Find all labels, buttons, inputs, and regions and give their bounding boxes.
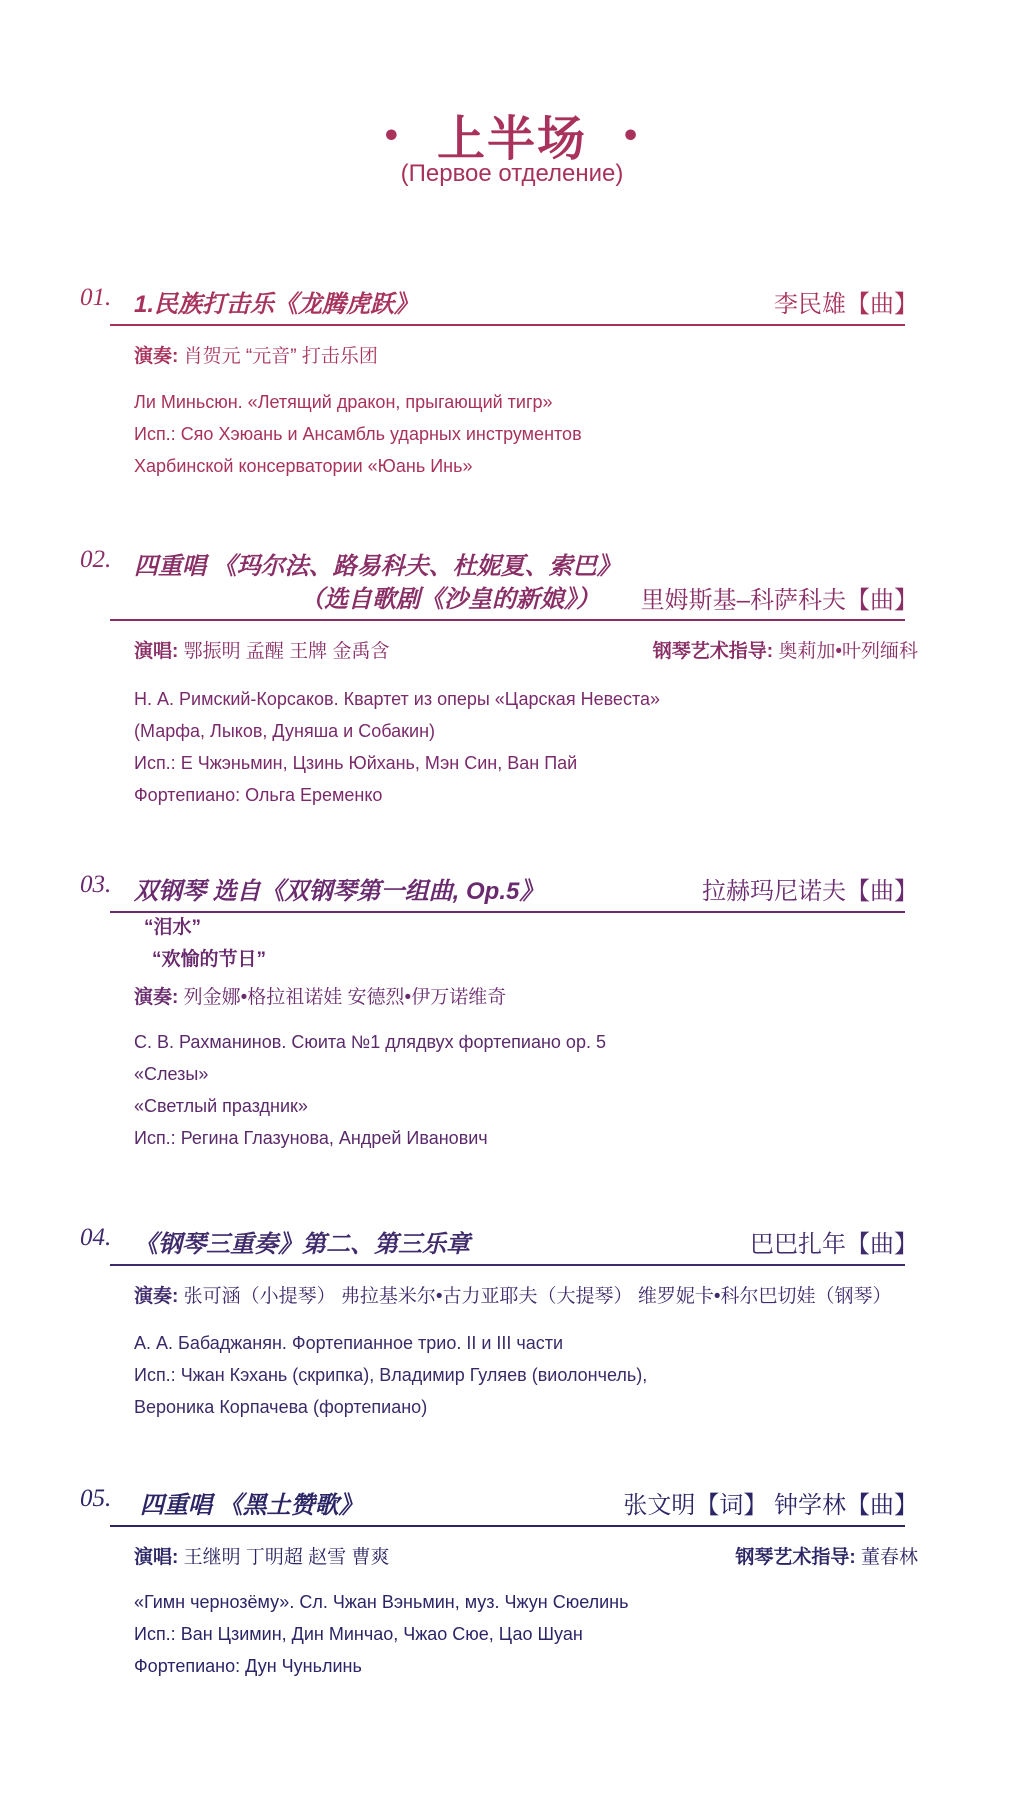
title-dot-right: • xyxy=(621,119,643,154)
item-russian-description xyxy=(134,683,660,811)
item-title-line-1: 四重唱 《玛尔法、路易科夫、杜妮夏、索巴》 xyxy=(134,553,621,580)
item-number: 04. xyxy=(80,1224,112,1251)
performers-names: 王继明 丁明超 赵雪 曹爽 xyxy=(183,1547,390,1568)
russian-line: Исп.: Е Чжэньмин, Цзинь Юйхань, Мэн Син, Ван Пай xyxy=(134,753,578,773)
item-composer: 张文明【词】 钟学林【曲】 xyxy=(623,1492,918,1519)
item-performers xyxy=(134,1542,389,1569)
piano-name: 奥莉加•叶列缅科 xyxy=(778,641,918,662)
russian-line: Фортепиано: Дун Чуньлинь xyxy=(134,1656,362,1676)
piano-label: 钢琴艺术指导: xyxy=(652,641,774,662)
performers-label: 演唱: xyxy=(134,641,179,662)
item-title: 1.民族打击乐《龙腾虎跃》 xyxy=(134,291,419,318)
item-title: 四重唱 《黑土赞歌》 xyxy=(140,1492,363,1519)
title-dot-left: • xyxy=(381,119,403,154)
item-composer: 里姆斯基–科萨科夫【曲】 xyxy=(640,587,918,614)
item-number: 01. xyxy=(80,284,112,311)
performers-names: 列金娜•格拉祖诺娃 安德烈•伊万诺维奇 xyxy=(183,987,507,1008)
subpiece-title: “欢愉的节日” xyxy=(152,949,267,970)
item-russian-description xyxy=(134,1026,606,1154)
performers-label: 演奏: xyxy=(134,1286,179,1307)
performers-names: 肖贺元 “元音” 打击乐团 xyxy=(183,346,378,367)
item-divider xyxy=(110,324,905,326)
item-performers xyxy=(134,1281,891,1308)
item-performers xyxy=(134,982,506,1009)
title-text: 上半场 xyxy=(436,111,587,167)
page-subtitle: (Первое отделение) xyxy=(400,160,624,187)
item-title: 《钢琴三重奏》第二、第三乐章 xyxy=(134,1231,470,1258)
item-piano-accompanist xyxy=(653,636,918,663)
performers-names: 张可涵（小提琴） 弗拉基米尔•古力亚耶夫（大提琴） 维罗妮卡•科尔巴切娃（钢琴） xyxy=(183,1286,892,1307)
russian-line: Ли Миньсюн. «Летящий дракон, прыгающий тигр» xyxy=(134,392,553,412)
item-performers xyxy=(134,341,378,368)
item-title: 双钢琴 选自《双钢琴第一组曲, Op.5》 xyxy=(134,878,544,905)
russian-line: «Гимн чернозёму». Сл. Чжан Вэньмин, муз. Чжун Сюелинь xyxy=(134,1592,629,1612)
piano-name: 董春林 xyxy=(860,1547,918,1568)
performers-label: 演奏: xyxy=(134,987,179,1008)
subpiece-title: “泪水” xyxy=(144,917,202,938)
performers-label: 演奏: xyxy=(134,346,179,367)
russian-line: Исп.: Ван Цзимин, Дин Минчао, Чжао Сюе, Цао Шуан xyxy=(134,1624,583,1644)
russian-line: Исп.: Сяо Хэюань и Ансамбль ударных инструментов xyxy=(134,424,582,444)
item-divider xyxy=(110,1264,905,1266)
russian-line: С. В. Рахманинов. Сюита №1 длядвух фортепиано ор. 5 xyxy=(134,1032,606,1052)
item-russian-description xyxy=(134,1586,629,1682)
russian-line: Исп.: Регина Глазунова, Андрей Иванович xyxy=(134,1128,488,1148)
item-russian-description xyxy=(134,1327,647,1423)
performers-label: 演唱: xyxy=(134,1547,179,1568)
performers-names: 鄂振明 孟醒 王牌 金禹含 xyxy=(183,641,390,662)
item-performers xyxy=(134,636,389,663)
item-subpieces xyxy=(144,912,266,976)
item-number: 05. xyxy=(80,1485,112,1512)
item-composer: 巴巴扎年【曲】 xyxy=(750,1231,918,1258)
russian-line: А. А. Бабаджанян. Фортепианное трио. II и III части xyxy=(134,1333,564,1353)
item-title-line-2: （选自歌剧《沙皇的新娘》） xyxy=(300,586,600,613)
item-divider xyxy=(110,1525,905,1527)
russian-line: Н. А. Римский-Корсаков. Квартет из оперы «Царская Невеста» xyxy=(134,689,661,709)
item-divider xyxy=(110,619,905,621)
item-russian-description xyxy=(134,386,582,482)
item-number: 03. xyxy=(80,871,112,898)
russian-line: «Светлый праздник» xyxy=(134,1096,308,1116)
item-composer: 李民雄【曲】 xyxy=(774,291,918,318)
russian-line: «Слезы» xyxy=(134,1064,209,1084)
russian-line: Исп.: Чжан Кэхань (скрипка), Владимир Гуляев (виолончель), xyxy=(134,1365,648,1385)
item-piano-accompanist xyxy=(735,1542,918,1569)
piano-label: 钢琴艺术指导: xyxy=(735,1547,856,1568)
russian-line: (Марфа, Лыков, Дуняша и Собакин) xyxy=(134,721,435,741)
item-number: 02. xyxy=(80,546,112,573)
russian-line: Фортепиано: Ольга Еременко xyxy=(134,785,383,805)
russian-line: Харбинской консерватории «Юань Инь» xyxy=(134,456,473,476)
russian-line: Вероника Корпачева (фортепиано) xyxy=(134,1397,428,1417)
page-title xyxy=(0,100,1024,169)
item-composer: 拉赫玛尼诺夫【曲】 xyxy=(702,878,918,905)
